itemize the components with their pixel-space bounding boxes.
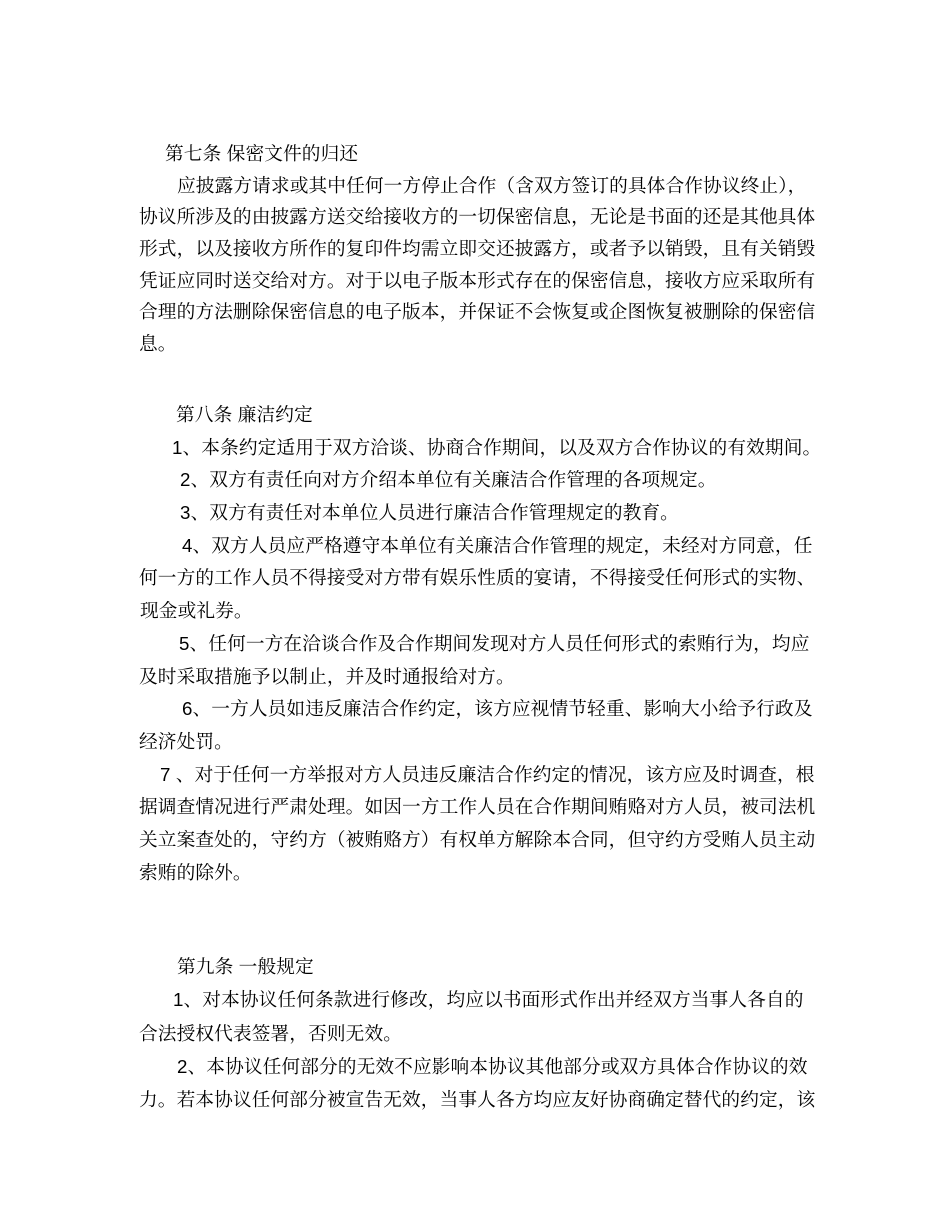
- text-line: 应披露方请求或其中任何一方停止合作（含双方签订的具体合作协议终止），: [177, 174, 807, 196]
- text-line: 协议所涉及的由披露方送交给接收方的一切保密信息，无论是书面的还是其他具体: [139, 206, 816, 228]
- text-line: 合理的方法删除保密信息的电子版本，并保证不会恢复或企图恢复被删除的保密信: [139, 301, 816, 323]
- text-line: 4、双方人员应严格遵守本单位有关廉洁合作管理的规定，未经对方同意，任: [182, 534, 813, 556]
- section-article-7: [139, 138, 950, 360]
- text-line: 索贿的除外。: [139, 861, 252, 883]
- text-line: 息。: [139, 333, 177, 355]
- text-line: 3、双方有责任对本单位人员进行廉洁合作管理规定的教育。: [180, 502, 679, 524]
- text-line: 形式，以及接收方所作的复印件均需立即交还披露方，或者予以销毁，且有关销毁: [139, 238, 816, 260]
- text-line: 据调查情况进行严肃处理。如因一方工作人员在合作期间贿赂对方人员，被司法机: [139, 796, 816, 818]
- text-line: 5、任何一方在洽谈合作及合作期间发现对方人员任何形式的索贿行为，均应: [179, 632, 810, 654]
- article-heading: 第七条 保密文件的归还: [165, 143, 359, 164]
- text-line: 力。若本协议任何部分被宣告无效，当事人各方均应友好协商确定替代的约定，该: [139, 1089, 816, 1111]
- text-line: 6、一方人员如违反廉洁合作约定，该方应视情节轻重、影响大小给予行政及: [182, 698, 813, 720]
- text-line: 2、本协议任何部分的无效不应影响本协议其他部分或双方具体合作协议的效: [177, 1055, 808, 1077]
- text-line: 合法授权代表签署，否则无效。: [139, 1022, 403, 1044]
- text-line: 1、对本协议任何条款进行修改，均应以书面形式作出并经双方当事人各自的: [173, 989, 804, 1011]
- section-article-8: [139, 399, 950, 889]
- text-line: 2、双方有责任向对方介绍本单位有关廉洁合作管理的各项规定。: [180, 469, 717, 491]
- text-line: 关立案查处的，守约方（被贿赂方）有权单方解除本合同，但守约方受贿人员主动: [139, 828, 816, 850]
- article-heading: 第八条 廉洁约定: [176, 404, 313, 425]
- section-article-9: [139, 950, 950, 1116]
- article-heading: 第九条 一般规定: [177, 956, 314, 977]
- text-line: 1、本条约定适用于双方洽谈、协商合作期间，以及双方合作协议的有效期间。: [172, 436, 822, 458]
- text-line: 及时采取措施予以制止，并及时通报给对方。: [139, 665, 515, 687]
- text-line: 凭证应同时送交给对方。对于以电子版本形式存在的保密信息，接收方应采取所有: [139, 269, 816, 291]
- text-line: 7 、对于任何一方举报对方人员违反廉洁合作约定的情况，该方应及时调查，根: [160, 763, 815, 785]
- text-line: 何一方的工作人员不得接受对方带有娱乐性质的宴请，不得接受任何形式的实物、: [139, 567, 816, 589]
- text-line: 经济处罚。: [139, 730, 233, 752]
- text-line: 现金或礼券。: [140, 600, 253, 622]
